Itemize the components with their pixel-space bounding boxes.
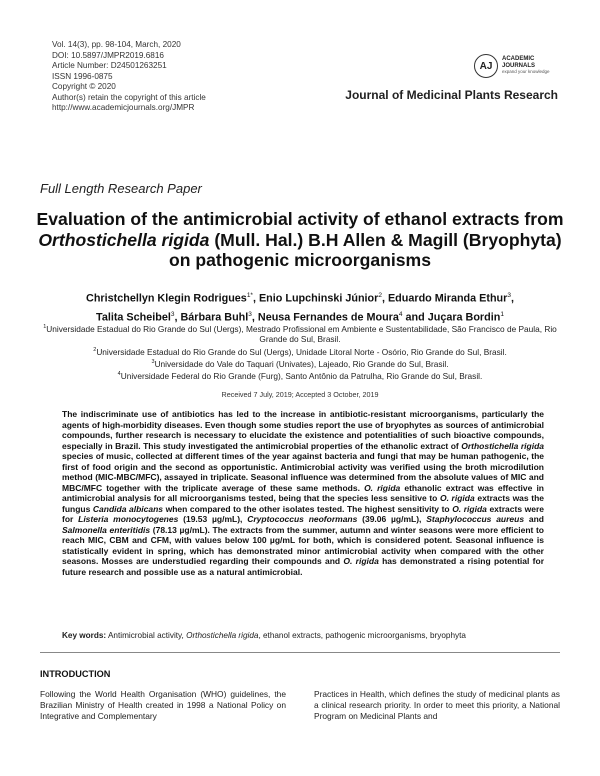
keywords-text: Antimicrobial activity, — [106, 631, 187, 640]
keywords-text: , ethanol extracts, pathogenic microorganisms, bryophyta — [258, 631, 466, 640]
affiliation — [40, 369, 560, 381]
abstract-text: extracts was the fungus — [62, 493, 544, 514]
author-separator: , — [381, 292, 388, 305]
article-title — [30, 209, 570, 271]
copyright-line: Copyright © 2020 — [52, 82, 116, 91]
abstract-text: extracts were for — [62, 503, 544, 524]
abstract-italic: Cryptococcus neoformans — [247, 514, 358, 524]
introduction-heading: INTRODUCTION — [40, 669, 111, 679]
intro-column-right: Practices in Health, which defines the study of medicinal plants as a clinical research priority. In order to meet this priority, a National Program on Medicinal Plants and — [314, 689, 560, 721]
logo-wordmark — [502, 56, 550, 76]
abstract-italic: Salmonella enteritidis — [62, 524, 151, 535]
paper-type: Full Length Research Paper — [40, 181, 202, 196]
affiliation — [40, 357, 560, 369]
abstract-italic: Orthostichella rigida — [461, 440, 544, 451]
title-part-2: (Mull. Hal.) B.H Allen & Magill (Bryophyta) on pathogenic microorganisms — [169, 229, 562, 270]
affiliation-text: Universidade Estadual do Rio Grande do Sul (Uergs), Mestrado Profissional em Ambiente e Sustentabilidade, São Francisco de Paula, Rio Grande do Sul, Brasil. — [46, 323, 557, 345]
logo-tagline: expand your knowledge — [502, 69, 550, 75]
affiliation-text: Universidade Federal do Rio Grande (Furg), Santo Antônio da Patrulha, Rio Grande do Sul, Brasil. — [120, 371, 483, 382]
intro-column-left: Following the World Health Organisation (WHO) guidelines, the Brazilian Ministry of Health created in 1998 a National Policy on Integrative and Complementary — [40, 689, 286, 721]
author-affil-mark: 1* — [246, 292, 253, 299]
author-name: Eduardo Miranda Ethur — [387, 292, 508, 305]
author-affil-mark: 3 — [507, 292, 511, 299]
affiliation — [40, 345, 560, 357]
author-name: Enio Lupchinski Júnior — [258, 292, 379, 305]
abstract-italic: O. rigida — [343, 556, 379, 566]
keywords-label: Key words: — [62, 631, 107, 640]
rights-line: Author(s) retain the copyright of this article — [52, 92, 206, 102]
title-part-1: Evaluation of the antimicrobial activity of ethanol extracts from — [36, 209, 564, 229]
author-name: Christchellyn Klegin Rodrigues — [86, 292, 247, 305]
volume-line: Vol. 14(3), pp. 98-104, March, 2020 — [52, 40, 181, 49]
affiliation-text: Universidade Estadual do Rio Grande do Sul (Uergs), Unidade Litoral Norte - Osório, Rio Grande do Sul, Brasil. — [96, 346, 507, 357]
logo-line-2: JOURNALS — [502, 62, 536, 69]
author-affil-mark: 1 — [500, 310, 504, 318]
author-name: Juçara Bordin — [427, 311, 501, 324]
abstract-italic: O. rigida — [364, 482, 401, 493]
journal-name: Journal of Medicinal Plants Research — [345, 88, 558, 102]
abstract-italic: Listeria monocytogenes — [78, 514, 179, 524]
journal-url-link[interactable]: http://www.academicjournals.org/JMPR — [52, 103, 195, 112]
abstract-italic: O. rigida — [439, 493, 475, 503]
affiliation-text: Universidade do Vale do Taquari (Univates), Lajeado, Rio Grande do Sul, Brasil. — [154, 358, 449, 369]
author-name: Bárbara Buhl — [180, 311, 249, 324]
section-divider — [40, 652, 560, 653]
affiliation-number: 3 — [151, 359, 155, 366]
author-name: Neusa Fernandes de Moura — [257, 311, 399, 324]
received-dates: Received 7 July, 2019; Accepted 3 October, 2019 — [221, 390, 379, 399]
doi-line[interactable]: DOI: 10.5897/JMPR2019.6816 — [52, 50, 164, 60]
affiliation-number: 2 — [93, 346, 97, 353]
abstract-italic: Staphylococcus aureus — [426, 514, 525, 524]
author-affil-mark: 2 — [378, 292, 382, 299]
affiliation-number: 4 — [117, 371, 121, 378]
abstract-text: (78.13 µg/mL). The extracts from the summer, autumn and winter seasons were more efficient to reach MIC, CBM and CFM, with values below 100 µg/mL for both, which is considered potent. Seasonal influence is statistically evident in spring, which has demonstrated minor antimicrobial activity when compared with the other seasons. Mosses are understudied regarding their compounds and — [62, 524, 544, 566]
author-affil-mark: 4 — [398, 310, 403, 318]
affiliations — [40, 322, 560, 382]
abstract-italic: Candida albicans — [92, 503, 164, 514]
article-number-line: Article Number: D24501263251 — [52, 61, 167, 70]
title-species: Orthostichella rigida — [38, 229, 210, 250]
abstract-text: The indiscriminate use of antibiotics has led to the increase in antibiotic-resistant microorganisms, particularly the agents of high-morbidity diseases. Even though some studies report the use of bryophytes as sources of antimicrobial compounds, further research is necessary to elucidate the existence and potentialities of such bioactive compounds, especially in Brazil. This study investigated the antimicrobial properties of the ethanolic extract of — [62, 409, 544, 451]
article-metadata — [52, 40, 206, 114]
keywords-italic: Orthostichella rigida — [186, 631, 259, 640]
abstract-text: has demonstrated a rising potential for future research and possible use as a natural antimicrobial. — [62, 556, 545, 577]
issn-line: ISSN 1996-0875 — [52, 71, 113, 81]
author-separator: , — [174, 311, 181, 324]
author-affil-mark: 3 — [170, 310, 175, 318]
keywords — [62, 631, 552, 640]
author-name: Talita Scheibel — [96, 311, 171, 324]
aj-logo-icon: AJ — [474, 54, 498, 78]
author-separator: and — [402, 311, 428, 324]
abstract-italic: O. rigida — [452, 503, 487, 514]
author-list — [40, 288, 560, 325]
author-separator: , — [510, 292, 514, 305]
author-affil-mark: 3 — [248, 310, 252, 318]
affiliation-number: 1 — [43, 324, 47, 330]
publisher-logo — [474, 54, 550, 78]
abstract — [62, 409, 544, 577]
abstract-text: when compared to the other isolates tested. The highest sensitivity to — [163, 503, 453, 514]
author-separator: , — [252, 292, 259, 305]
logo-line-1: ACADEMIC — [502, 56, 535, 63]
abstract-text: (39.06 µg/mL), — [357, 514, 427, 524]
abstract-text: (19.53 µg/mL), — [178, 514, 248, 524]
affiliation — [40, 322, 560, 345]
abstract-text: ethanolic extract was effective in antimicrobial analysis for all microorganisms tested, being that the species less sensitive to — [62, 482, 544, 503]
abstract-text: species of music, collected at different times of the year against bacteria and fungi that may be human pathogenic, the first of food origin and the second as opportunistic. Antimicrobial activity was verified using the broth microdilution method (MIC-MBC/MFC), assayed in triplicate. Seasonal influence was determined from the absolute values of MIC and MBC/MFC together with the triplicate average of these same methods. — [62, 451, 544, 493]
author-separator: , — [251, 311, 258, 324]
abstract-text: and — [524, 514, 544, 524]
